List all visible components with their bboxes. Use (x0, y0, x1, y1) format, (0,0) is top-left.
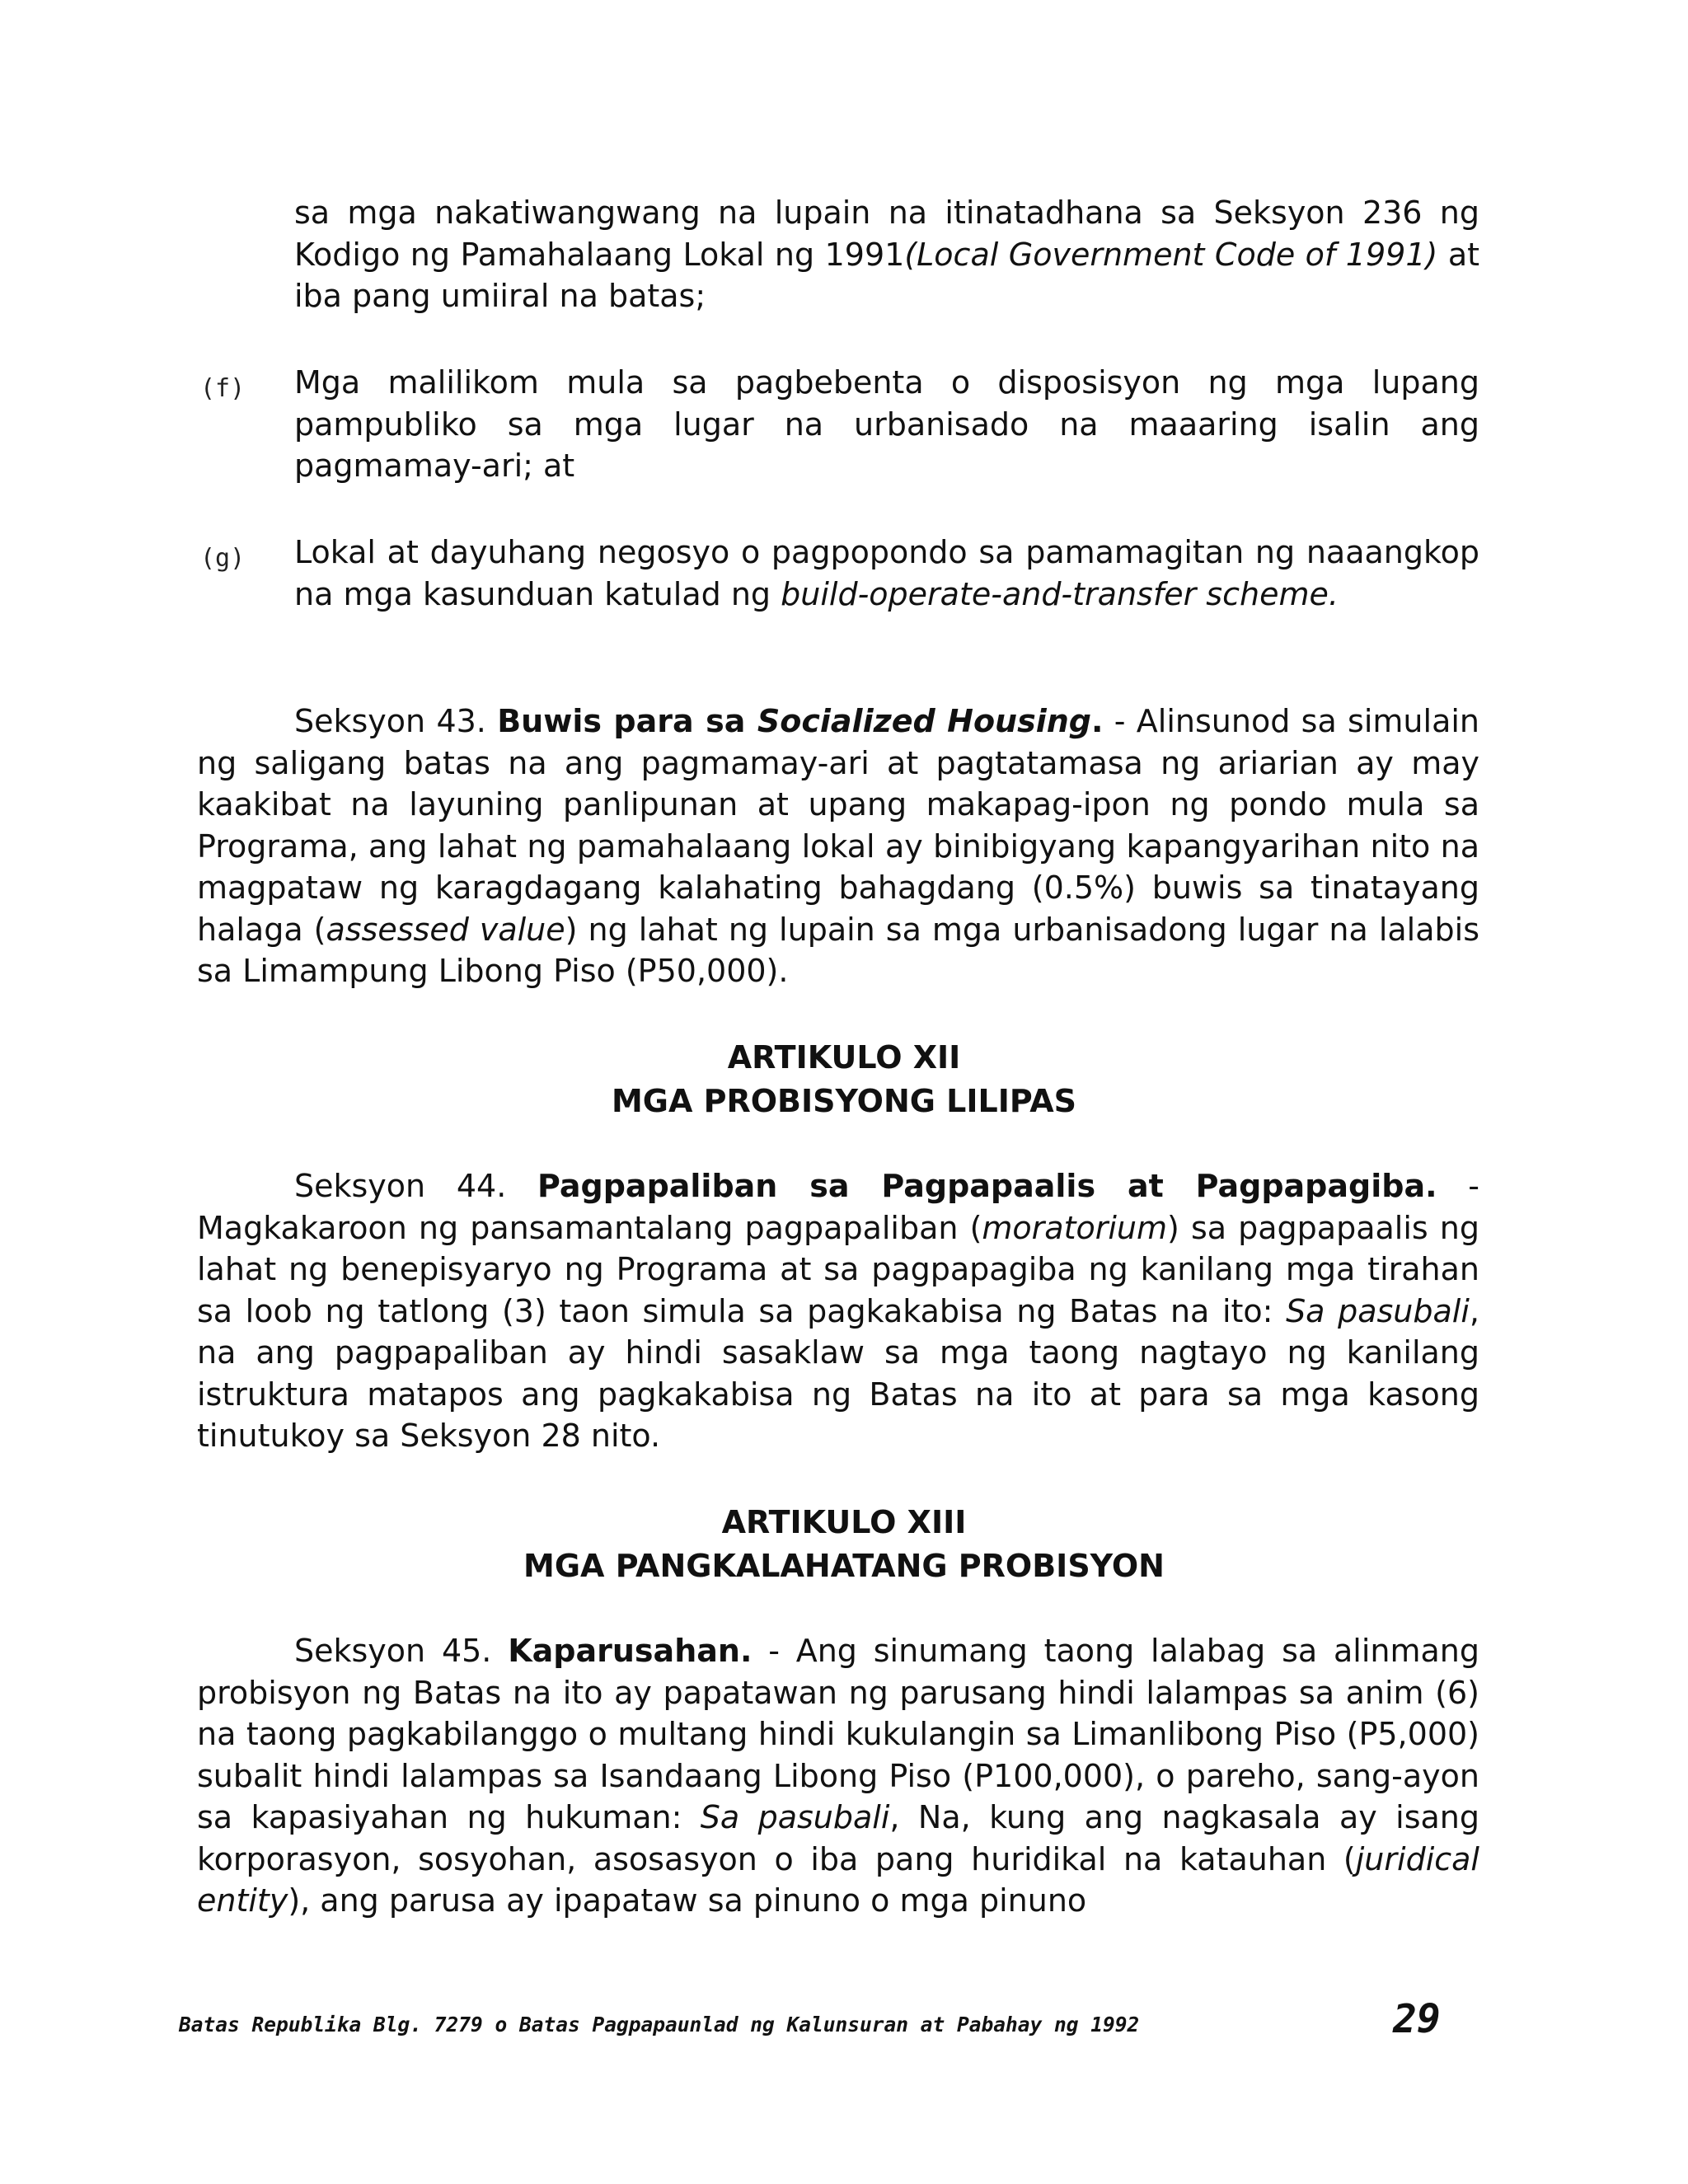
article-title: MGA PANGKALAHATANG PROBISYON (523, 1548, 1165, 1584)
list-item-text (294, 362, 1479, 487)
page-number: 29 (1393, 1996, 1441, 2042)
section-body-cont: ) sa pagpapaalis ng lahat ng benepisyaryo ng Programa at sa pagpapagiba ng kanilang mga tirahan sa loob ng tatlong (3) taon simula sa pagkakabisa ng Batas na ito: (197, 1209, 1479, 1329)
section-number: Seksyon 45. (294, 1633, 509, 1669)
section-body-cont: , Na, kung ang nagkasala ay isang korporasyon, sosyohan, asosasyon o iba pang huridikal na katauhan ( (197, 1799, 1479, 1877)
list-item-label: (f) (200, 374, 246, 403)
section-body-italic: Sa pasubali (700, 1799, 890, 1835)
list-item-text-a: Mga malilikom mula sa pagbebenta o disposisyon ng mga lupang pampubliko sa mga lugar na urbanisado na maaaring isalin ang pagmamay-ari; at (294, 364, 1479, 484)
section-body: - Alinsunod sa simulain ng saligang batas na ang pagmamay-ari at pagtatamasa ng ariarian ay may kaakibat na layuning panlipunan at upang makapag-ipon ng pondo mula sa Programa, ang lahat ng pamahalaang lokal ay binibigyang kapangyarihan nito na magpataw ng karagdagang kalahating bahagdang (0.5%) buwis sa tinatayang halaga ( (197, 703, 1479, 948)
section-title: Pagpapaliban sa Pagpapaalis at Pagpapagiba. (537, 1168, 1437, 1204)
article-number: ARTIKULO XIII (721, 1504, 967, 1540)
section-body-end: , na ang pagpapaliban ay hindi sasaklaw sa mga taong nagtayo ng kanilang istruktura matapos ang pagkakabisa ng Batas na ito at para sa mga kasong tinutukoy sa Seksyon 28 nito. (197, 1292, 1479, 1454)
list-item-text-a: Lokal at dayuhang negosyo o pagpopondo sa pamamagitan ng naaangkop na mga kasunduan katulad ng (294, 534, 1479, 612)
section-body: - Magkakaroon ng pansamantalang pagpapaliban ( (197, 1168, 1480, 1246)
article-heading (0, 1501, 1688, 1588)
article-number: ARTIKULO XII (727, 1039, 961, 1076)
list-item-italic-text: build-operate-and-transfer scheme. (781, 575, 1339, 612)
section-title: Kaparusahan. (508, 1633, 753, 1669)
section-number: Seksyon 44. (294, 1168, 538, 1204)
section-body-italic: moratorium (982, 1209, 1168, 1246)
section-body-end: ) ng lahat ng lupain sa mga urbanisadong lugar na lalabis sa Limampung Libong Piso (P50,000). (197, 911, 1479, 989)
section-43 (197, 701, 1479, 992)
article-heading (0, 1036, 1688, 1123)
continuation-text-end: at iba pang umiiral na batas; (294, 236, 1479, 314)
section-44 (197, 1165, 1479, 1457)
section-body-end: ), ang parusa ay ipapataw sa pinuno o mga pinuno (288, 1882, 1087, 1919)
page-footer: Batas Republika Blg. 7279 o Batas Pagpapaunlad ng Kalunsuran at Pabahay ng 1992 (179, 2013, 1140, 2036)
section-45 (197, 1630, 1479, 1922)
list-item-text (294, 532, 1479, 615)
section-body: - Ang sinumang taong lalabag sa alinmang probisyon ng Batas na ito ay papatawan ng parusang hindi lalampas sa anim (6) na taong pagkabilanggo o multang hindi kukulangin sa Limanlibong Piso (P5,000) subalit hindi lalampas sa Isandaang Libong Piso (P100,000), o pareho, sang-ayon sa kapasiyahan ng hukuman: (197, 1633, 1479, 1835)
section-body-italic-2: Sa pasubali (1286, 1292, 1470, 1329)
section-number: Seksyon 43. (294, 703, 498, 739)
article-title: MGA PROBISYONG LILIPAS (611, 1083, 1077, 1119)
section-body-italic-2: juridical entity (197, 1840, 1479, 1919)
continuation-italic-text: (Local Government Code of 1991) (904, 236, 1438, 273)
continuation-text: sa mga nakatiwangwang na lupain na itinatadhana sa Seksyon 236 ng Kodigo ng Pamahalaang Lokal ng 1991 (294, 194, 1479, 273)
section-body-italic: assessed value (326, 911, 565, 948)
list-item-label: (g) (200, 544, 246, 573)
continuation-paragraph (294, 192, 1479, 317)
section-title: Buwis para sa Socialized Housing. (497, 703, 1104, 739)
